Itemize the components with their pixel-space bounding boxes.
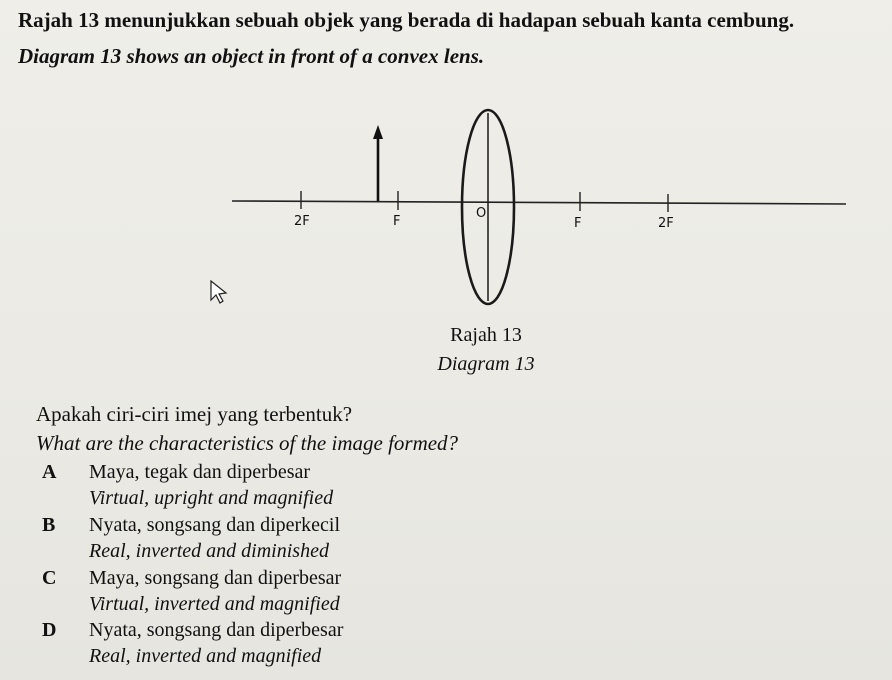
label-left-f: F [393, 214, 401, 229]
question-ask-english: What are the characteristics of the image formed? [36, 431, 459, 455]
option-text-english: Real, inverted and diminished [89, 540, 329, 562]
option-letter: A [42, 461, 57, 483]
option-letter: D [42, 619, 57, 641]
option-letter: B [42, 514, 56, 536]
label-right-2f: 2F [658, 216, 674, 231]
option-text-english: Real, inverted and magnified [89, 645, 322, 667]
label-optical-center: O [476, 206, 487, 221]
convex-lens [462, 110, 514, 304]
question-ask-malay: Apakah ciri-ciri imej yang terbentuk? [36, 402, 353, 426]
mouse-cursor-icon [211, 281, 226, 303]
option-text-malay: Maya, tegak dan diperbesar [89, 461, 311, 483]
object-arrow [373, 125, 383, 201]
diagram-caption-malay: Rajah 13 [450, 324, 522, 346]
principal-axis [232, 201, 846, 204]
option-text-malay: Maya, songsang dan diperbesar [89, 567, 342, 589]
option-text-english: Virtual, inverted and magnified [89, 593, 340, 615]
option-text-english: Virtual, upright and magnified [89, 487, 334, 509]
question-intro-english: Diagram 13 shows an object in front of a convex lens. [18, 44, 485, 68]
option-text-malay: Nyata, songsang dan diperkecil [89, 514, 341, 536]
diagram-caption-english: Diagram 13 [437, 353, 535, 375]
option-letter: C [42, 567, 57, 589]
question-intro-malay: Rajah 13 menunjukkan sebuah objek yang berada di hadapan sebuah kanta cembung. [18, 8, 795, 32]
option-text-malay: Nyata, songsang dan diperbesar [89, 619, 344, 641]
label-right-f: F [574, 216, 582, 231]
label-left-2f: 2F [294, 214, 310, 229]
